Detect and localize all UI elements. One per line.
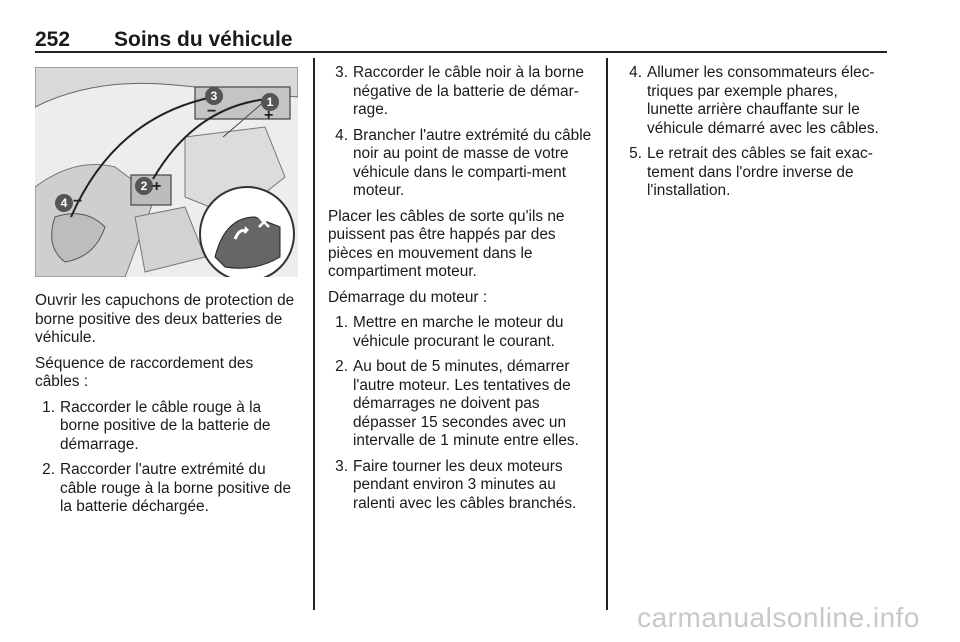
page-number: 252 <box>35 28 71 51</box>
list-text: Au bout de 5 minutes, démarrer l'autre moteur. Les tentatives de démarrages ne doivent pas dépasser 15 secondes avec un intervalle de 1 minute entre elles. <box>353 358 579 449</box>
list-text: Le retrait des câbles se fait exac-tement dans l'ordre inverse de l'installation. <box>647 145 873 199</box>
list-item <box>622 145 888 201</box>
list-number: 1. <box>335 314 348 331</box>
minus-sign-icon: − <box>207 103 217 120</box>
engine-bay-illustration <box>35 67 298 277</box>
engine-bay-drawing <box>35 67 298 277</box>
list-number: 4. <box>335 126 348 144</box>
list-item <box>328 358 592 451</box>
plus-sign-icon: + <box>264 107 274 124</box>
list-text: Mettre en marche le moteur du véhicule procurant le courant. <box>353 314 564 350</box>
plus-sign-icon: + <box>152 178 162 195</box>
watermark: carmanualsonline.info <box>637 602 920 633</box>
callout-3: 3 <box>205 87 223 105</box>
column-divider-1 <box>313 58 315 610</box>
list-text: Brancher l'autre extrémité du câble noir au point de masse de votre véhicule dans le comparti-ment moteur. <box>353 126 592 199</box>
header-rule <box>35 51 887 53</box>
list-item <box>622 64 888 138</box>
list-item <box>328 64 592 120</box>
list-number: 3. <box>335 64 348 81</box>
list-text: Faire tourner les deux moteurs pendant environ 3 minutes au ralenti avec les câbles branchés. <box>353 457 577 512</box>
list-item <box>35 461 298 517</box>
paragraph: Placer les câbles de sorte qu'ils ne puissent pas être happés par des pièces en mouvement dans le compartiment moteur. <box>328 207 565 280</box>
list-text: Raccorder le câble rouge à la borne positive de la batterie de démarrage. <box>60 398 271 453</box>
list-item <box>328 458 592 514</box>
callout-4: 4 <box>55 194 73 212</box>
list-text: Allumer les consommateurs élec-triques par exemple phares, lunette arrière chauffante sur le véhicule démarré avec les câbles. <box>647 64 879 137</box>
list-text: Raccorder l'autre extrémité du câble rouge à la borne positive de la batterie déchargée. <box>60 461 292 515</box>
list-number: 4. <box>629 64 642 81</box>
list-number: 2. <box>42 461 55 478</box>
page-title: Soins du véhicule <box>114 28 293 51</box>
list-item <box>328 127 592 201</box>
paragraph: Ouvrir les capuchons de protection de borne positive des deux batteries de véhicule. <box>35 292 295 346</box>
list-item <box>35 399 298 455</box>
column-2 <box>328 64 592 520</box>
callout-2: 2 <box>135 177 153 195</box>
list-text: Raccorder le câble noir à la borne négative de la batterie de démar-rage. <box>353 64 584 118</box>
paragraph: Séquence de raccordement des câbles : <box>35 354 254 390</box>
list-number: 2. <box>335 358 348 375</box>
minus-sign-icon: − <box>73 193 83 210</box>
column-1 <box>35 292 298 524</box>
list-number: 3. <box>335 457 348 475</box>
paragraph: Démarrage du moteur : <box>328 288 488 306</box>
callout-1: 1 <box>261 93 279 111</box>
list-item <box>328 314 592 351</box>
list-number: 5. <box>629 145 642 162</box>
list-number: 1. <box>42 398 55 416</box>
column-divider-2 <box>606 58 608 610</box>
column-3 <box>622 64 888 208</box>
